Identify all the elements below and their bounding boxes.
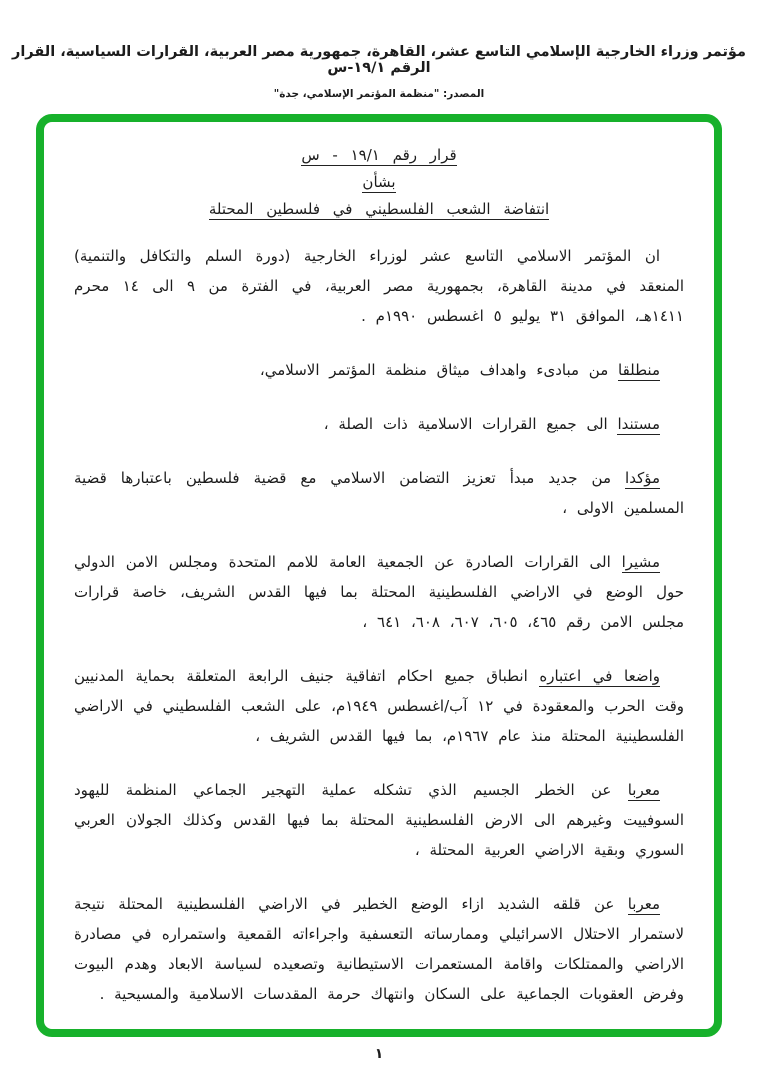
paragraph-lead-word: منطلقا: [618, 361, 660, 379]
paragraph-body-text: من جديد مبدأ تعزيز التضامن الاسلامي مع قضية فلسطين باعتبارها قضية المسلمين الاولى ،: [74, 469, 684, 517]
resolution-paragraph-preamble: [74, 241, 684, 331]
paragraph-body-text: انطباق جميع احكام اتفاقية جنيف الرابعة المتعلقة بحماية المدنيين وقت الحرب والمعقودة في ١٢ آب/اغسطس ١٩٤٩م، على الشعب الفلسطيني في الاراضي الفلسطينية المحتلة منذ عام ١٩٦٧م، بما فيها القدس الشريف ،: [74, 667, 684, 745]
resolution-border-frame: [36, 114, 722, 1037]
resolution-content: [44, 122, 714, 1009]
paragraph-lead-word: معربا: [627, 895, 660, 913]
paragraph-body-text: ان المؤتمر الاسلامي التاسع عشر لوزراء الخارجية (دورة السلم والتكافل والتنمية) المنعقد في مدينة القاهرة، بجمهورية مصر العربية، في الفترة من ٩ الى ١٤ محرم ١٤١١هـ، الموافق ٣١ يوليو ٥ اغسطس ١٩٩٠م .: [74, 247, 684, 325]
paragraph-lead-word: مستندا: [617, 415, 660, 433]
resolution-subject-text: انتفاضة الشعب الفلسطيني في فلسطين المحتلة: [208, 200, 550, 218]
paragraph-body-text: عن الخطر الجسيم الذي تشكله عملية التهجير الجماعي المنظمة لليهود السوفييت وغيرهم الى الارض الفلسطينية المحتلة بما فيها القدس وكذلك الجولان العربي السوري وبقية الاراضي العربية المحتلة ،: [74, 781, 684, 859]
resolution-number-text: قرار رقم ١٩/١ - س: [301, 146, 457, 164]
resolution-paragraph-reaffirming: [74, 463, 684, 523]
paragraph-body-text: الى القرارات الصادرة عن الجمعية العامة للامم المتحدة ومجلس الامن الدولي حول الوضع في الاراضي الفلسطينية المحتلة بما فيها القدس الشريف، خاصة قرارات مجلس الامن رقم ٤٦٥، ٦٠٥، ٦٠٧، ٦٠٨، ٦٤١ ،: [74, 553, 684, 631]
header-source: المصدر: "منظمة المؤتمر الإسلامي، جدة": [273, 88, 485, 100]
resolution-paragraph-expressing-danger: [74, 775, 684, 865]
resolution-paragraph-expressing-concern: [74, 889, 684, 1009]
paragraph-lead-word: معربا: [627, 781, 660, 799]
page-number: ١: [374, 1046, 384, 1062]
resolution-paragraph-referring: [74, 547, 684, 637]
paragraph-lead-word: واضعا في اعتباره: [539, 667, 660, 685]
resolution-paragraph-basing: [74, 409, 684, 439]
header-citation: مؤتمر وزراء الخارجية الإسلامي التاسع عشر، القاهرة، جمهورية مصر العربية، القرارات السياسية، القرار الرقم ١٩/١-س: [11, 44, 746, 76]
resolution-regarding-text: بشأن: [362, 173, 396, 191]
resolution-subject-title: [74, 196, 684, 223]
document-header: [0, 44, 758, 100]
resolution-number-title: [74, 142, 684, 169]
paragraph-body-text: عن قلقه الشديد ازاء الوضع الخطير في الاراضي الفلسطينية المحتلة نتيجة لاستمرار الاحتلال الاسرائيلي وممارساته التعسفية واجراءاته القمعية واستمراره في مصادرة الاراضي والممتلكات واقامة المستعمرات الاستيطانية وتصعيده لسياسة الابعاد وهدم البيوت وفرض العقوبات الجماعية على السكان وانتهاك حرمة المقدسات الاسلامية والمسيحية .: [74, 895, 684, 1003]
paragraph-body-text: الى جميع القرارات الاسلامية ذات الصلة ،: [323, 415, 618, 433]
paragraph-lead-word: مؤكدا: [625, 469, 660, 487]
paragraph-body-text: من مبادىء واهداف ميثاق منظمة المؤتمر الاسلامي،: [259, 361, 618, 379]
resolution-paragraph-proceeding: [74, 355, 684, 385]
resolution-regarding-title: [74, 169, 684, 196]
resolution-paragraph-considering: [74, 661, 684, 751]
resolution-title-block: [74, 142, 684, 223]
paragraph-lead-word: مشيرا: [621, 553, 660, 571]
